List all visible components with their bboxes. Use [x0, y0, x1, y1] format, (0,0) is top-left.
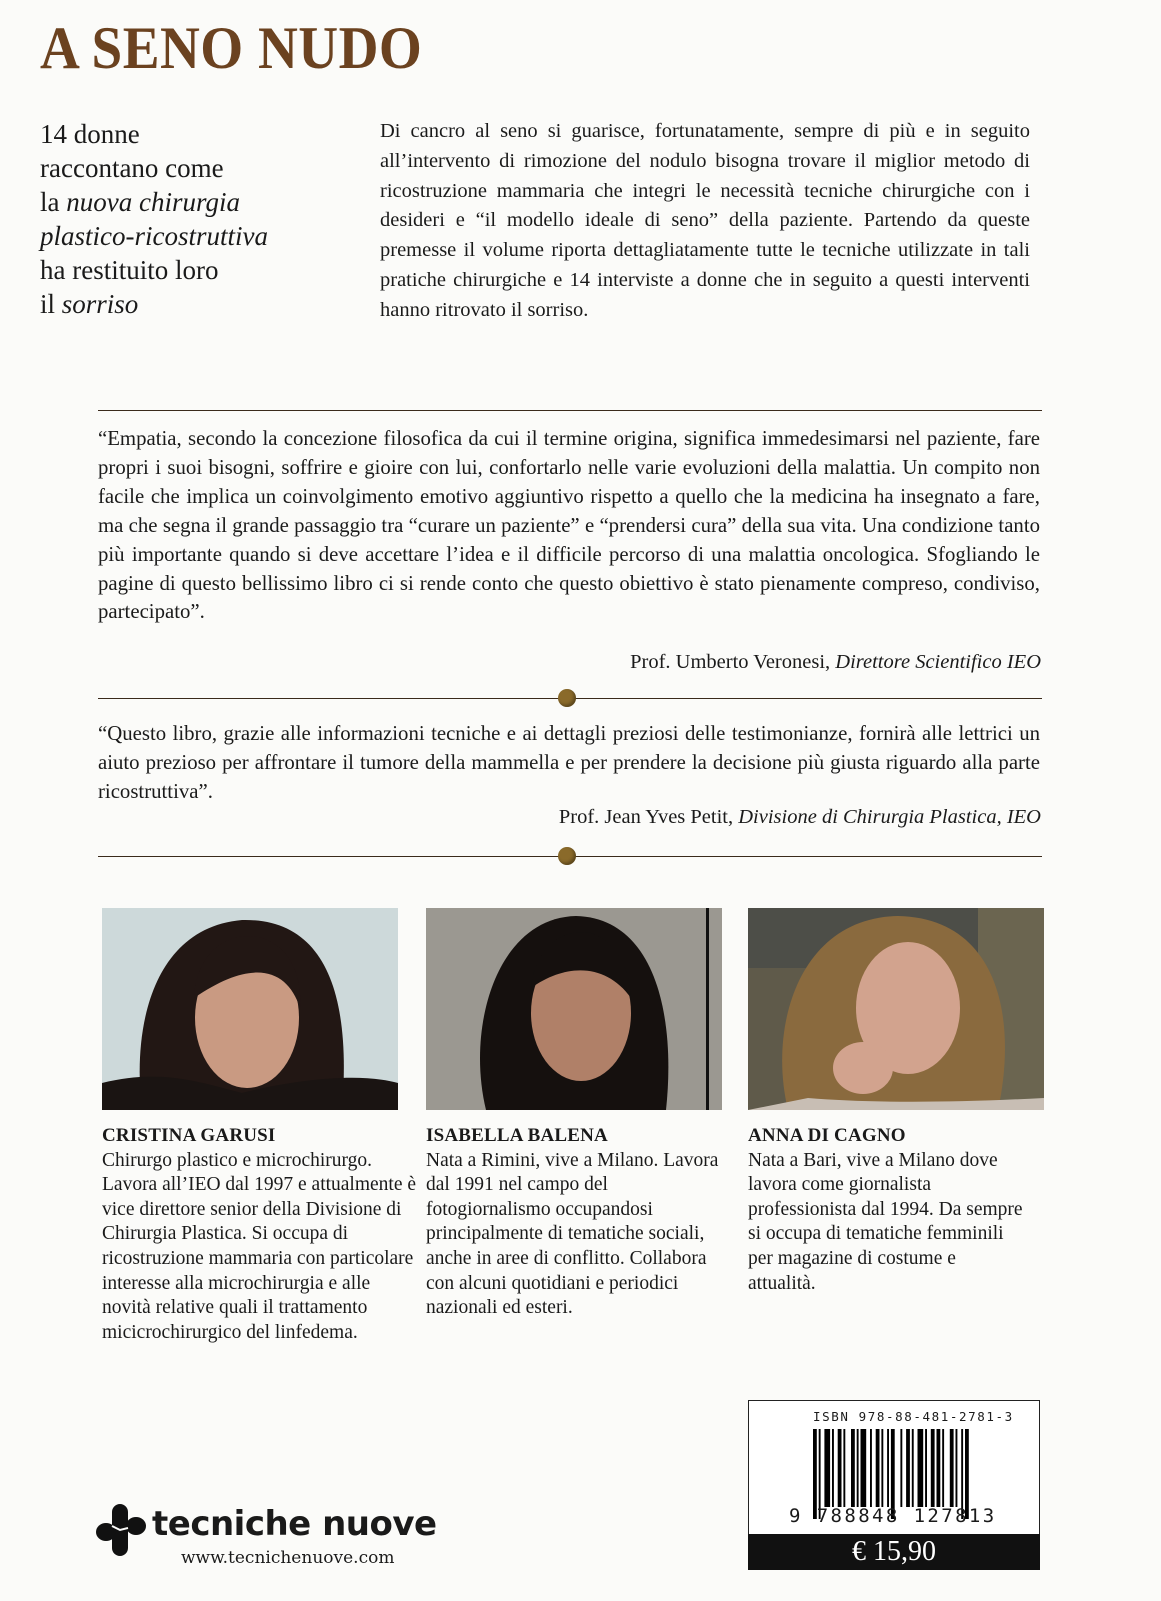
tagline-text: la: [40, 187, 67, 217]
barcode-box: [748, 1400, 1040, 1570]
barcode-bar: [887, 1429, 889, 1507]
quote-petit: “Questo libro, grazie alle informazioni tecniche e ai dettagli preziosi delle testimonianze, fornirà alle lettrici un aiuto prezioso per affrontare il tumore della mammella e per prendere la decisione più giusta riguardo alla parte ricostruttiva”.: [98, 722, 1040, 803]
author-bio-dicagno: [748, 1124, 1028, 1296]
barcode-bar: [832, 1429, 834, 1507]
barcode-bar: [931, 1429, 935, 1507]
ean-first-digit: 9: [789, 1505, 803, 1527]
quote-attribution: [630, 651, 1041, 674]
divider: [98, 410, 1042, 411]
barcode-bar: [956, 1429, 958, 1507]
tagline-italic: plastico-ricostruttiva: [40, 221, 268, 251]
tagline-line: [40, 219, 360, 253]
quote-attribution: [559, 806, 1041, 829]
tagline-italic: nuova chirurgia: [66, 187, 240, 217]
author-photo-balena: [426, 908, 722, 1110]
tagline-text: il: [40, 289, 62, 319]
ean-digits: [789, 1505, 997, 1527]
author-bio: Nata a Bari, vive a Milano dove lavora come giornalista professionista dal 1994. Da sempre si occupa di tematiche femminili per magazine di costume e attualità.: [748, 1149, 1023, 1294]
barcode-bar: [918, 1429, 924, 1507]
isbn-label: ISBN 978-88-481-2781-3: [813, 1409, 1014, 1424]
intro-paragraph: Di cancro al seno si guarisce, fortunatamente, sempre di più e in seguito all’intervento di rimozione del nodulo bisogna trovare il miglior metodo di ricostruzione mammaria che integri le necessità tecniche chirurgiche con i desideri e “il modello ideale di seno” della paziente. Partendo da queste premesse il volume riporta dettagliatamente tutte le tecniche utilizzate in tali pratiche chirurgiche e 14 interviste a donne che in seguito a questi interventi hanno ritrovato il sorriso.: [380, 120, 1030, 321]
barcode-bar: [861, 1429, 867, 1507]
author-bio: Chirurgo plastico e microchirurgo. Lavora all’IEO dal 1997 e attualmente è vice direttore senior della Divisione di Chirurgia Plastica. Si occupa di ricostruzione mammaria con particolare interesse alla microchirurgia e alle novità relative quali il trattamento micicrochirurgico del linfedema.: [102, 1149, 417, 1343]
tagline-line: 14 donne: [40, 119, 140, 149]
tagline-line: [40, 185, 360, 219]
barcode-bar: [912, 1429, 914, 1507]
author-bio-garusi: [102, 1124, 422, 1345]
barcode-bar: [937, 1429, 941, 1507]
barcode-bar: [838, 1429, 842, 1507]
author-name: CRISTINA GARUSI: [102, 1125, 276, 1146]
author-photo-garusi: [102, 908, 398, 1110]
attribution-author: Prof. Umberto Veronesi,: [630, 651, 831, 673]
attribution-author: Prof. Jean Yves Petit,: [558, 806, 734, 828]
barcode-bar: [950, 1429, 954, 1507]
divider-dot-icon: [558, 847, 576, 865]
tagline: [40, 117, 360, 321]
barcode-bar: [881, 1429, 883, 1507]
tagline-italic: sorriso: [61, 289, 139, 319]
tagline-line: raccontano come: [40, 153, 224, 183]
publisher-name: tecniche nuove: [152, 1504, 437, 1544]
barcode-bar: [857, 1429, 859, 1507]
tagline-line: [40, 287, 360, 321]
tagline-line: ha restituito loro: [40, 255, 219, 285]
barcode-bar: [851, 1429, 855, 1507]
ean-right-group: 127813: [913, 1505, 997, 1527]
barcode-bar: [824, 1429, 830, 1507]
publisher-url[interactable]: www.tecnichenuove.com: [181, 1548, 395, 1568]
barcode-bar: [942, 1429, 944, 1507]
barcode-bar: [925, 1429, 927, 1507]
author-name: ISABELLA BALENA: [426, 1125, 608, 1146]
author-name: ANNA DI CAGNO: [748, 1125, 906, 1146]
barcode-bar: [876, 1429, 880, 1507]
barcode-bar: [870, 1429, 872, 1507]
author-bio-balena: [426, 1124, 726, 1321]
book-title: A SENO NUDO: [40, 15, 423, 81]
author-photo-dicagno: [748, 908, 1044, 1110]
divider-dot-icon: [558, 689, 576, 707]
tecniche-nuove-logo-icon: [96, 1502, 146, 1558]
price-label: € 15,90: [748, 1534, 1040, 1570]
quote-veronesi: “Empatia, secondo la concezione filosofica da cui il termine origina, significa immedesimarsi nel paziente, fare propri i suoi bisogni, soffrire e gioire con lui, confortarlo nelle varie evoluzioni della malattia. Un compito non facile che implica un coinvolgimento emotivo aggiuntivo rispetto a quello che la medicina ha insegnato a fare, ma che segna il grande passaggio tra “curare un paziente” e “prendersi cura” della sua vita. Una condizione tanto più importante quando si deve accettare l’idea e il difficile percorso di una malattia oncologica. Sfogliando le pagine di questo bellissimo libro ci si rende conto che questo obiettivo è stato pienamente compreso, condiviso, partecipato”.: [98, 427, 1040, 624]
barcode-bar: [900, 1429, 902, 1507]
barcode-bar: [843, 1429, 845, 1507]
barcode-bar: [906, 1429, 910, 1507]
attribution-role: Direttore Scientifico IEO: [835, 651, 1041, 673]
author-bio: Nata a Rimini, vive a Milano. Lavora dal 1991 nel campo del fotogiornalismo occupandosi principalmente di tematiche sociali, anche in aree di conflitto. Collabora con alcuni quotidiani e periodici nazionali ed esteri.: [426, 1149, 719, 1319]
ean-left-group: 788848: [816, 1505, 900, 1527]
attribution-role: Divisione di Chirurgia Plastica, IEO: [738, 806, 1041, 828]
